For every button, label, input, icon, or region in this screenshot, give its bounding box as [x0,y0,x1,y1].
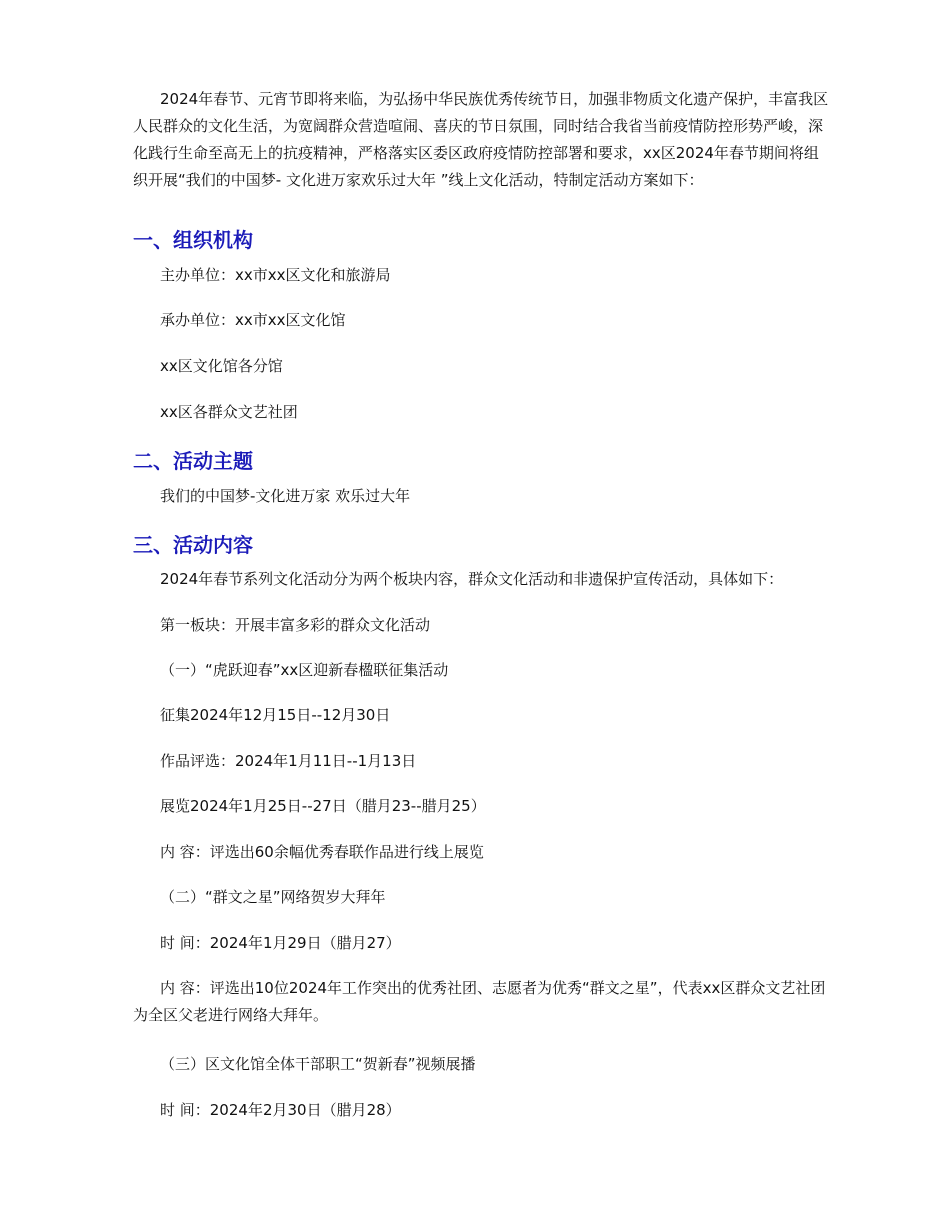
content-intro-line: 2024年春节系列文化活动分为两个板块内容，群众文化活动和非遗保护宣传活动，具体如下： [160,570,784,588]
groups-line: xx区各群众文艺社团 [160,403,298,421]
undertaker-line: 承办单位：xx市xx区文化馆 [160,311,346,329]
theme-line: 我们的中国梦-文化进万家 欢乐过大年 [160,487,411,505]
block-one-line: 第一板块：开展丰富多彩的群众文化活动 [160,616,431,634]
branch-line: xx区文化馆各分馆 [160,357,283,375]
organizer-line: 主办单位：xx市xx区文化和旅游局 [160,266,391,284]
item-three-time-line: 时 间：2024年2月30日（腊月28） [160,1101,401,1119]
judging-date-line: 作品评选：2024年1月11日--1月13日 [160,752,417,770]
intro-paragraph: 2024年春节、元宵节即将来临，为弘扬中华民族优秀传统节日，加强非物质文化遗产保护，丰富我区人民群众的文化生活，为宽阔群众营造喧闹、喜庆的节日氛围，同时结合我省当前疫情防控形势严峻，深化践行生命至高无上的抗疫精神，严格落实区委区政府疫情防控部署和要求，xx区2024年春节期间将组织开展“我们的中国梦- 文化进万家欢乐过大年 ”线上文化活动，特制定活动方案如下： [133,90,829,189]
item-three-title: （三）区文化馆全体干部职工“贺新春”视频展播 [160,1055,476,1073]
exhibition-date-line: 展览2024年1月25日--27日（腊月23--腊月25） [160,797,486,815]
section-heading-theme: 二、活动主题 [133,449,253,473]
section-heading-content: 三、活动内容 [133,533,253,557]
item-two-title: （二）“群文之星”网络贺岁大拜年 [160,888,386,906]
item-two-content-paragraph: 内 容：评选出10位2024年工作突出的优秀社团、志愿者为优秀“群文之星”，代表xx区群众文艺社团为全区父老进行网络大拜年。 [133,979,826,1024]
collection-date-line: 征集2024年12月15日--12月30日 [160,706,391,724]
section-heading-organization: 一、组织机构 [133,228,253,252]
item-one-title: （一）“虎跃迎春”xx区迎新春楹联征集活动 [160,661,449,679]
item-one-content-line: 内 容：评选出60余幅优秀春联作品进行线上展览 [160,843,484,861]
item-two-time-line: 时 间：2024年1月29日（腊月27） [160,934,401,952]
